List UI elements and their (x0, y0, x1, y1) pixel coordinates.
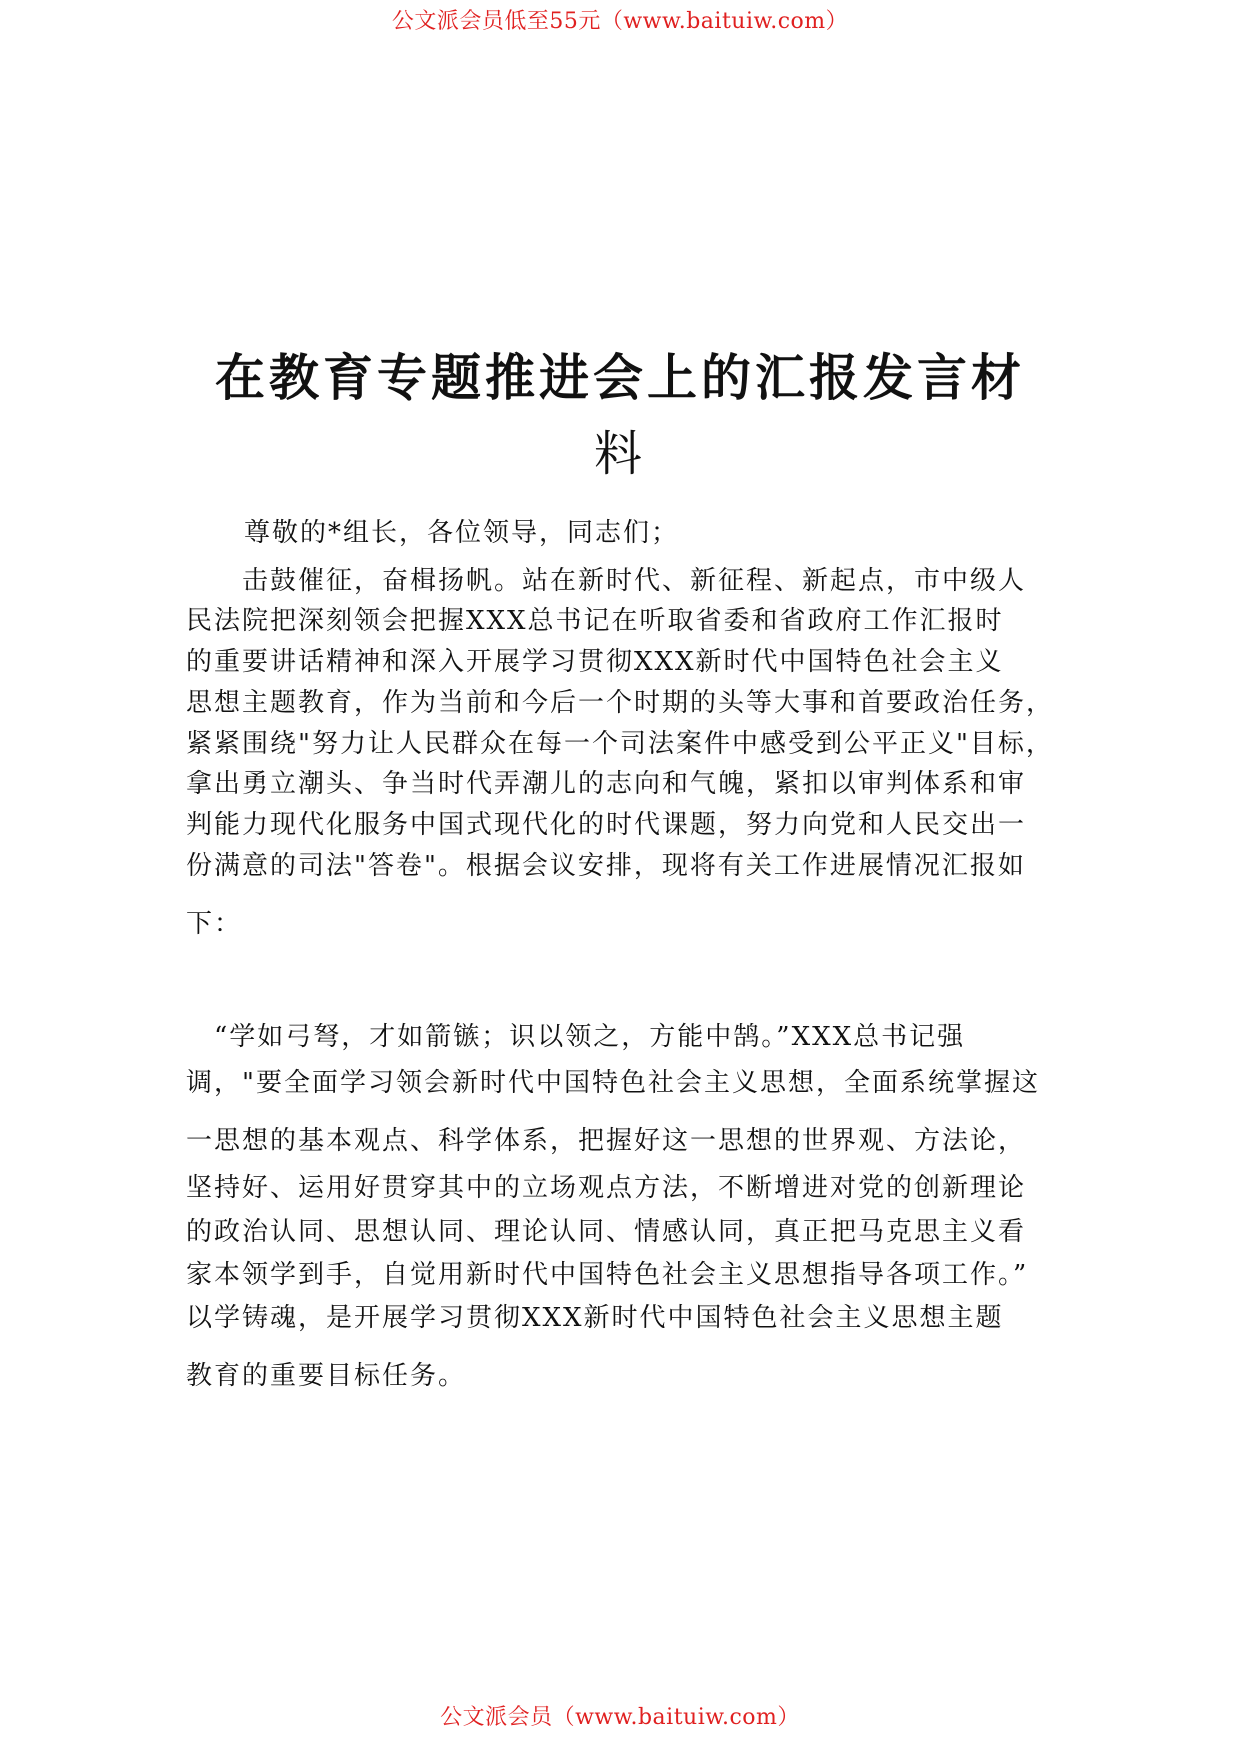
paragraph-2-line: 教育的重要目标任务。 (186, 1361, 467, 1391)
paragraph-1-line: 判能力现代化服务中国式现代化的时代课题，努力向党和人民交出一 (186, 810, 1027, 840)
salutation: 尊敬的*组长，各位领导，同志们； (244, 518, 680, 548)
footer-banner[interactable]: 公文派会员（www.baituiw.com） (440, 1705, 800, 1730)
paragraph-2-line: 一思想的基本观点、科学体系，把握好这一思想的世界观、方法论， (186, 1126, 1027, 1156)
paragraph-1-line: 的重要讲话精神和深入开展学习贯彻XXX新时代中国特色社会主义 (186, 647, 1004, 677)
paragraph-2-line: 调，"要全面学习领会新时代中国特色社会主义思想，全面系统掌握这 (186, 1068, 1040, 1098)
paragraph-1-line: 份满意的司法"答卷"。根据会议安排，现将有关工作进展情况汇报如 (186, 851, 1026, 881)
paragraph-1-line: 拿出勇立潮头、争当时代弄潮儿的志向和气魄，紧扣以审判体系和审 (186, 769, 1027, 799)
paragraph-1-line: 紧紧围绕"努力让人民群众在每一个司法案件中感受到公平正义"目标， (186, 729, 1054, 759)
paragraph-1-line: 思想主题教育，作为当前和今后一个时期的头等大事和首要政治任务， (186, 688, 1055, 718)
paragraph-2-line: “学如弓弩，才如箭镞；识以领之，方能中鹄。”XXX总书记强 (186, 1022, 966, 1052)
paragraph-2-line: 家本领学到手，自觉用新时代中国特色社会主义思想指导各项工作。” (186, 1260, 1029, 1290)
paragraph-2-line: 以学铸魂，是开展学习贯彻XXX新时代中国特色社会主义思想主题 (186, 1303, 1004, 1333)
header-banner[interactable]: 公文派会员低至55元（www.baituiw.com） (391, 9, 849, 34)
paragraph-1-line: 击鼓催征，奋楫扬帆。站在新时代、新征程、新起点，市中级人 (186, 566, 1027, 596)
paragraph-2-line: 坚持好、运用好贯穿其中的立场观点方法，不断增进对党的创新理论 (186, 1173, 1027, 1203)
paragraph-1-line: 民法院把深刻领会把握XXX总书记在听取省委和省政府工作汇报时 (186, 606, 1004, 636)
paragraph-1-line: 下： (186, 909, 243, 939)
document-title-line-1: 在教育专题推进会上的汇报发言材 (215, 348, 1025, 407)
paragraph-2-line: 的政治认同、思想认同、理论认同、情感认同，真正把马克思主义看 (186, 1217, 1027, 1247)
document-title-line-2: 料 (593, 426, 646, 482)
